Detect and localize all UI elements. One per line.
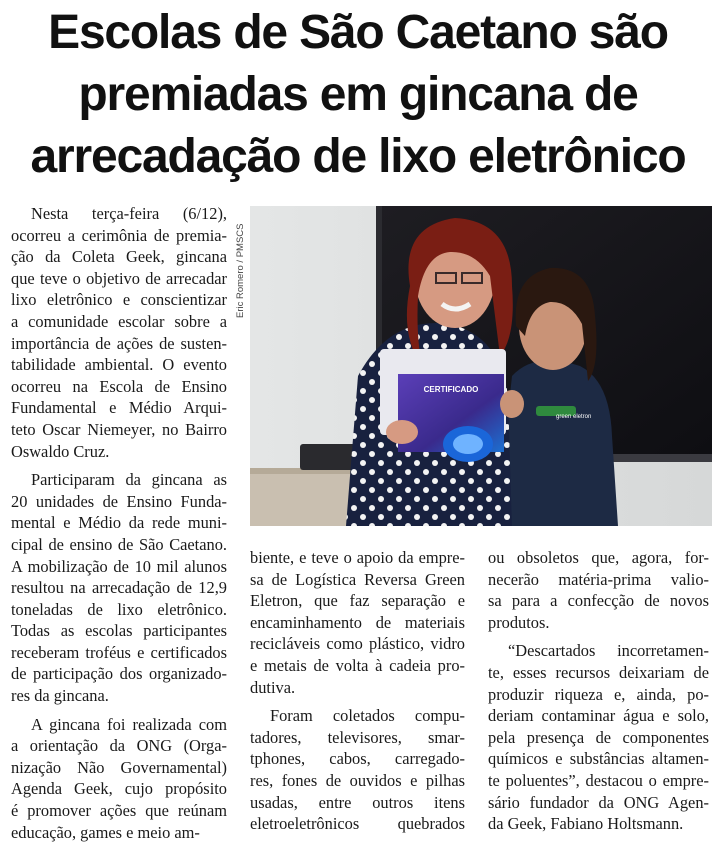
article-text-line: recicláveis como plástico, vidro bbox=[250, 634, 465, 654]
article-photo bbox=[250, 206, 712, 526]
article-text-line: que teve o objetivo de arrecadar bbox=[11, 268, 227, 288]
article-column-3 bbox=[488, 547, 709, 835]
article-text-line: res da gincana. bbox=[11, 686, 109, 706]
article-text-line: te poluentes”, destacou o empre- bbox=[488, 770, 709, 790]
article-text-line: mental e Médio da rede muni- bbox=[11, 513, 227, 533]
article-text-line: Participaram da gincana as bbox=[31, 470, 227, 490]
article-text-line: sa para a confecção de novos bbox=[488, 591, 709, 611]
article-text-line: “Descartados incorretamen- bbox=[508, 641, 709, 661]
article-text-line: Agenda Geek, cujo propósito bbox=[11, 779, 227, 799]
article-text-line: de participação dos organizado- bbox=[11, 664, 227, 684]
photo-illustration bbox=[250, 206, 712, 526]
article-text-line: necerão matéria-prima valio- bbox=[488, 569, 709, 589]
article-text-line: lixo eletrônico e conscientizar bbox=[11, 290, 227, 310]
article-text-line: ocorreu na Escola de Ensino bbox=[11, 376, 227, 396]
article-text-line: deriam contaminar água e solo, bbox=[488, 706, 709, 726]
article-text-line: cipal de ensino de São Caetano. bbox=[11, 534, 227, 554]
article-text-line: ocorreu a cerimônia de premia- bbox=[11, 225, 227, 245]
article-text-line: A mobilização de 10 mil alunos bbox=[11, 556, 227, 576]
article-text-line: ou obsoletos que, agora, for- bbox=[488, 548, 709, 567]
article-text-line: sa de Logística Reversa Green bbox=[250, 569, 465, 589]
article-text-line: toneladas de lixo eletrônico. bbox=[11, 599, 227, 619]
article-text-line: biente, e teve o apoio da empre- bbox=[250, 548, 465, 567]
article-text-line: Foram coletados compu- bbox=[270, 706, 465, 726]
article-text-line: ção da Coleta Geek, gincana bbox=[11, 247, 227, 267]
article-text-line: produzir riqueza e, ainda, po- bbox=[488, 684, 709, 704]
article-text-line: tadores, televisores, smar- bbox=[250, 727, 465, 747]
article-text-line: encaminhamento de materiais bbox=[250, 612, 465, 632]
certificate-title: CERTIFICADO bbox=[423, 385, 479, 394]
article-text-line: educação, games e meio am- bbox=[11, 822, 200, 842]
article-text-line: químicos e substâncias altamen- bbox=[488, 749, 709, 769]
article-text-line: e metais de volta à cadeia pro- bbox=[250, 655, 465, 675]
article-text-line: Eletron, que faz separação e bbox=[250, 591, 465, 611]
article-text-line: usadas, entre outros itens bbox=[250, 792, 465, 812]
article-text-line: teto Oscar Niemeyer, no Bairro bbox=[11, 419, 227, 439]
headline-line-3: arrecadação de lixo eletrônico bbox=[30, 130, 686, 183]
shirt-logo: green eletron bbox=[556, 414, 592, 420]
article-text-line: Oswaldo Cruz. bbox=[11, 441, 110, 461]
article-text-line: eletroeletrônicos quebrados bbox=[250, 814, 465, 834]
headline bbox=[0, 0, 716, 188]
article-text-line: A gincana foi realizada com bbox=[31, 714, 227, 734]
article-text-line: da Geek, Fabiano Holtsmann. bbox=[488, 814, 684, 834]
article-column-2 bbox=[250, 547, 465, 835]
article-text-line: res, fones de ouvidos e pilhas bbox=[250, 770, 465, 790]
article-text-line: nização Não Governamental) bbox=[11, 757, 227, 777]
article-text-line: a comunidade escolar sobre a bbox=[11, 311, 227, 331]
article-text-line: Nesta terça-feira (6/12), bbox=[31, 204, 227, 223]
article-text-line: tabilidade ambiental. O evento bbox=[11, 355, 227, 375]
article-text-line: a orientação da ONG (Orga- bbox=[11, 736, 227, 756]
article-text-line: Todas as escolas participantes bbox=[11, 621, 227, 641]
article-text-line: te, esses recursos deixariam de bbox=[488, 662, 709, 682]
article-text-line: importância de ações de susten- bbox=[11, 333, 227, 353]
article-column-1 bbox=[11, 203, 227, 843]
article-text-line: dutiva. bbox=[250, 677, 296, 697]
headline-line-2: premiadas em gincana de bbox=[78, 68, 638, 121]
article-text-line: receberam troféus e certificados bbox=[11, 642, 227, 662]
article-text-line: Fundamental e Médio Arqui- bbox=[11, 398, 227, 418]
photo-credit: Eric Romero / PMSCS bbox=[235, 223, 246, 318]
article-text-line: resultou na arrecadação de 12,9 bbox=[11, 578, 227, 598]
article-text-line: produtos. bbox=[488, 612, 550, 632]
article-text-line: 20 unidades de Ensino Funda- bbox=[11, 491, 227, 511]
article-text-line: pela presença de componentes bbox=[488, 727, 709, 747]
article-text-line: é promover ações que reúnam bbox=[11, 801, 227, 821]
article-text-line: tphones, cabos, carregado- bbox=[250, 749, 465, 769]
headline-line-1: Escolas de São Caetano são bbox=[48, 6, 668, 59]
article-text-line: sário fundador da ONG Agen- bbox=[488, 792, 709, 812]
